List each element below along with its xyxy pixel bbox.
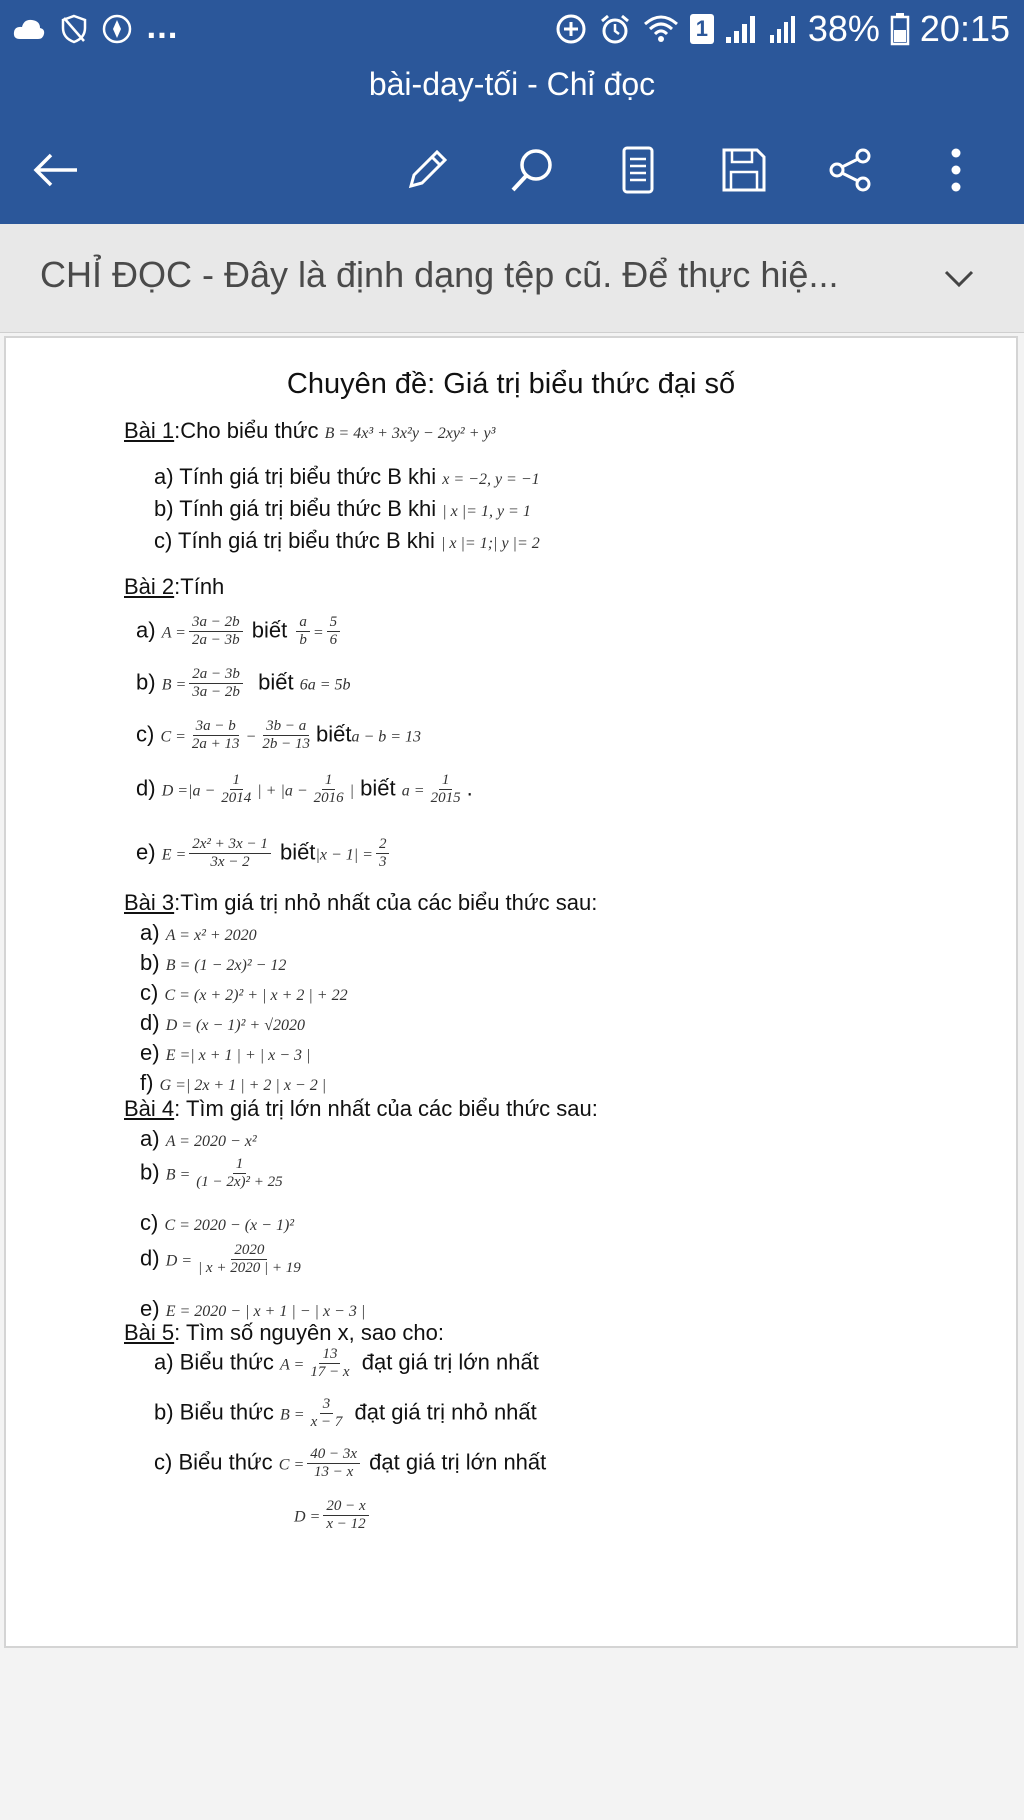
bai5-item-b: b) Biểu thức B = $\frac{3}{x - 7}$ đạt giá trị nhỏ nhất bbox=[154, 1396, 537, 1431]
alarm-icon bbox=[598, 12, 632, 46]
save-icon bbox=[721, 147, 767, 193]
bai3-item: b) B = (1 − 2x)² − 12 bbox=[140, 950, 287, 975]
signal-icon bbox=[724, 13, 758, 45]
kebab-menu-icon bbox=[946, 146, 966, 194]
bai5-heading: Bài 5: Tìm số nguyên x, sao cho: bbox=[124, 1320, 444, 1345]
search-icon bbox=[507, 145, 557, 195]
pencil-icon bbox=[403, 146, 451, 194]
more-options-button[interactable] bbox=[926, 140, 986, 200]
document-title: bài-day-tối - Chỉ đọc bbox=[368, 66, 656, 102]
bai4-item-c: c) C = 2020 − (x − 1)² bbox=[140, 1210, 295, 1235]
banner-message: CHỈ ĐỌC - Đây là định dạng tệp cũ. Để thực hiệ... bbox=[40, 254, 839, 295]
bai1-item-c: c) Tính giá trị biểu thức B khi | x |= 1;| y |= 2 bbox=[154, 528, 540, 553]
battery-icon bbox=[890, 12, 910, 46]
more-notifications: ... bbox=[146, 12, 178, 45]
bai1-item-a: a) Tính giá trị biểu thức B khi x = −2, y = −1 bbox=[154, 464, 540, 489]
bai5-item-c: c) Biểu thức C = $\frac{40 - 3x}{13 - x}$ đạt giá trị lớn nhất bbox=[154, 1446, 547, 1481]
bai4-item-d: d) D = $\frac{2020}{| x + 2020 | + 19}$ bbox=[140, 1242, 301, 1277]
doc-heading: Chuyên đề: Giá trị biểu thức đại số bbox=[286, 368, 736, 400]
bai5-item-a: a) Biểu thức A = $\frac{13}{17 - x}$ đạt giá trị lớn nhất bbox=[154, 1346, 539, 1381]
bai2-item-a: a) A = $\frac{3a - 2b}{2a - 3b}$ biết $\frac{a}{b}$ = $\frac{5}{6}$ bbox=[136, 614, 343, 650]
edit-button[interactable] bbox=[397, 140, 457, 200]
clock: 20:15 bbox=[919, 8, 1010, 49]
compass-icon bbox=[102, 14, 132, 44]
mobile-view-icon bbox=[620, 146, 656, 194]
bai4-item-b: b) B = $\frac{1}{\text{(1 − 2x)² + 25}}$ bbox=[140, 1156, 283, 1191]
bai4-item-e: e) E = 2020 − | x + 1 | − | x − 3 | bbox=[140, 1296, 366, 1321]
document-page[interactable] bbox=[4, 336, 1018, 1648]
bai3-item: c) C = (x + 2)² + | x + 2 | + 22 bbox=[140, 980, 348, 1005]
reading-view-button[interactable] bbox=[608, 140, 668, 200]
bai4-item-a: a) A = 2020 − x² bbox=[140, 1126, 257, 1151]
bai1-heading: Bài 1:Cho biểu thức B = 4x³ + 3x²y − 2xy² + y³ bbox=[124, 418, 496, 443]
bai1-item-b: b) Tính giá trị biểu thức B khi | x |= 1, y = 1 bbox=[154, 496, 531, 521]
read-only-banner[interactable] bbox=[0, 224, 1024, 333]
share-button[interactable] bbox=[820, 140, 880, 200]
bai3-item: a) A = x² + 2020 bbox=[140, 920, 257, 945]
data-saver-icon bbox=[554, 12, 588, 46]
bai3-item: e) E =| x + 1 | + | x − 3 | bbox=[140, 1040, 311, 1065]
share-icon bbox=[827, 147, 873, 193]
battery-percent: 38% bbox=[807, 8, 880, 49]
bai5-item-d: D = $\frac{20 - x}{x - 12}$ bbox=[294, 1498, 372, 1534]
bai2-item-b: b) B = $\frac{2a - 3b}{3a - 2b}$ biết 6a = 5b bbox=[136, 666, 351, 701]
bai3-heading: Bài 3:Tìm giá trị nhỏ nhất của các biểu thức sau: bbox=[124, 890, 598, 915]
bai2-item-c: c) C = $\frac{3a - b}{2a + 13}$ − $\frac{3b - a}{2b - 13}$ biếta − b = 13 bbox=[136, 718, 422, 753]
chevron-down-icon[interactable] bbox=[934, 254, 984, 304]
bai3-item: f) G =| 2x + 1 | + 2 | x − 2 | bbox=[140, 1070, 327, 1095]
save-button[interactable] bbox=[714, 140, 774, 200]
sim-badge: 1 bbox=[690, 14, 714, 44]
bai4-heading: Bài 4: Tìm giá trị lớn nhất của các biểu thức sau: bbox=[124, 1096, 598, 1121]
back-button[interactable] bbox=[26, 140, 86, 200]
search-button[interactable] bbox=[502, 140, 562, 200]
wifi-icon bbox=[642, 13, 680, 45]
cloud-icon bbox=[12, 17, 46, 41]
status-bar bbox=[0, 0, 1024, 60]
bai3-item: d) D = (x − 1)² + √2020 bbox=[140, 1010, 305, 1035]
back-arrow-icon bbox=[31, 150, 81, 190]
bai2-heading: Bài 2:Tính bbox=[124, 574, 225, 599]
bai2-item-d: d) D =|a − $\frac{1}{2014}$ | + |a − $\frac{1}{2016}$ | biết a = $\frac{1}{2015}$ . bbox=[136, 772, 473, 807]
shield-off-icon bbox=[60, 14, 88, 44]
bai2-item-e: e) E = $\frac{\text{2x² + 3x − 1}}{3x - 2}$ biết|x − 1| = $\frac{2}{3}$ bbox=[136, 836, 392, 872]
signal-icon-2 bbox=[768, 13, 798, 45]
app-toolbar bbox=[0, 60, 1024, 224]
